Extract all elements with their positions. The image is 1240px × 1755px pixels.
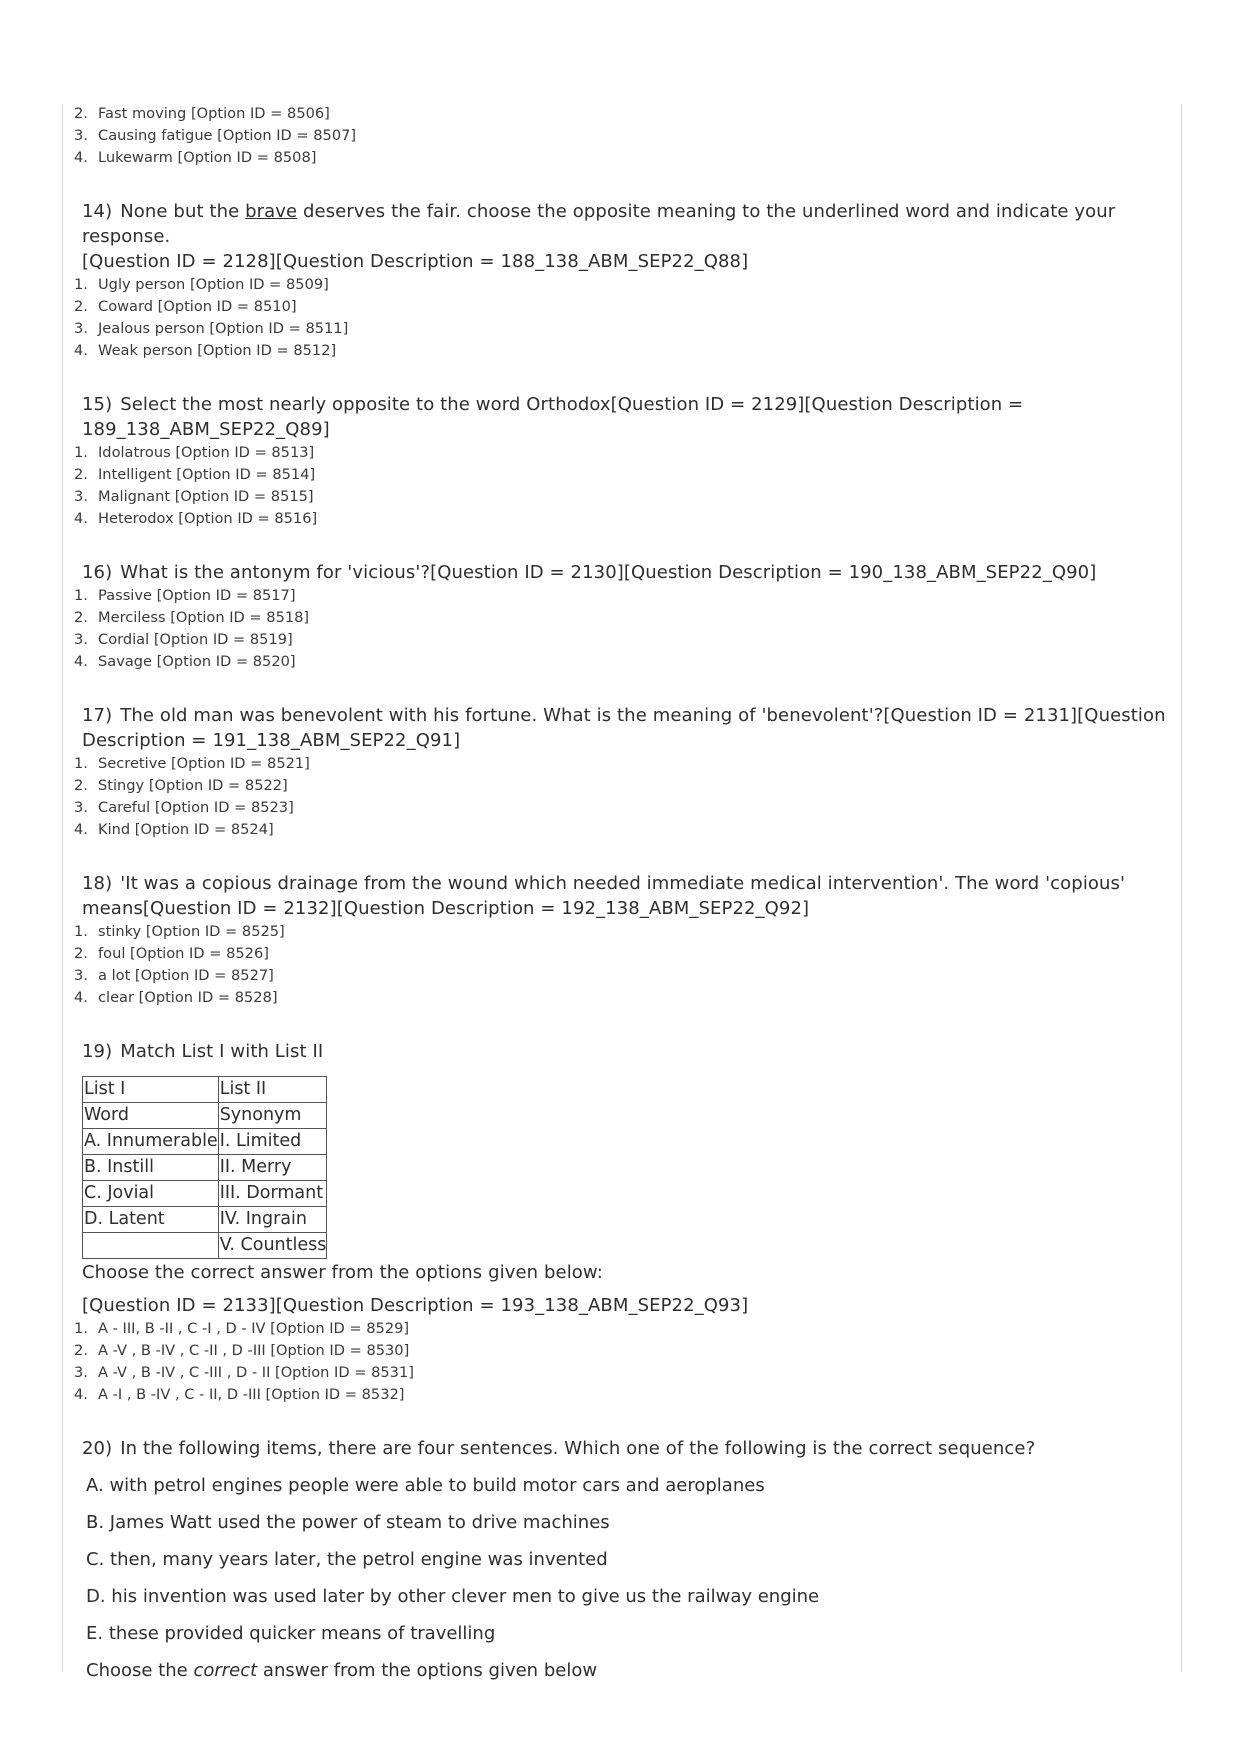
question-17-options [74,753,1174,841]
question-16: 16) What is the antonym for 'vicious'?[Question ID = 2130][Question Description = 190_138_ABM_SEP22_Q90] [82,562,1097,583]
exam-content [74,103,1174,1683]
option-item: 4. Heterodox [Option ID = 8516] [74,510,318,527]
option-item: 2. Intelligent [Option ID = 8514] [74,466,316,483]
option-item: 3. A -V , B -IV , C -III , D - II [Option ID = 8531] [74,1364,414,1381]
option-item: 1. stinky [Option ID = 8525] [74,923,285,940]
underlined-word: brave [245,201,298,222]
option-item: 2. A -V , B -IV , C -II , D -III [Option ID = 8530] [74,1342,410,1359]
question-18: 18) 'It was a copious drainage from the wound which needed immediate medical intervention'. The word 'copious' means[Question ID = 2132][Question Description = 192_138_ABM_SEP22_Q92] [82,873,1126,919]
question-14-options [74,274,1174,362]
option-item: 2. foul [Option ID = 8526] [74,945,269,962]
table-row: A. Innumerable I. Limited [83,1129,327,1155]
option-item: 4. A -I , B -IV , C - II, D -III [Option ID = 8532] [74,1386,405,1403]
statement-e: E. these provided quicker means of travelling [86,1623,496,1644]
question-15-options [74,442,1174,530]
question-14: 14) None but the brave deserves the fair. choose the opposite meaning to the underlined word and indicate your response. [Question ID = 2128][Question Description = 188_138_ABM_SEP22_Q88] [82,201,1116,272]
option-item: 2. Stingy [Option ID = 8522] [74,777,288,794]
table-row: D. Latent IV. Ingrain [83,1207,327,1233]
option-item: 1. Secretive [Option ID = 8521] [74,755,310,772]
table-row: V. Countless [83,1233,327,1259]
option-item: 1. Passive [Option ID = 8517] [74,587,296,604]
question-15: 15) Select the most nearly opposite to the word Orthodox[Question ID = 2129][Question Description = 189_138_ABM_SEP22_Q89] [82,394,1024,440]
question-20-instruction: Choose the correct answer from the options given below [86,1660,598,1681]
option-item: 2. Fast moving [Option ID = 8506] [74,105,330,122]
option-item: 3. Jealous person [Option ID = 8511] [74,320,349,337]
lead-option-list [74,103,1174,169]
option-item: 2. Coward [Option ID = 8510] [74,298,297,315]
option-item: 3. a lot [Option ID = 8527] [74,967,274,984]
option-item: 2. Merciless [Option ID = 8518] [74,609,310,626]
statement-d: D. his invention was used later by other clever men to give us the railway engine [86,1586,820,1607]
option-item: 3. Cordial [Option ID = 8519] [74,631,293,648]
table-row: B. Instill II. Merry [83,1155,327,1181]
question-19-options [74,1318,1174,1406]
question-19-meta: [Question ID = 2133][Question Description = 193_138_ABM_SEP22_Q93] [82,1295,749,1316]
statement-a: A. with petrol engines people were able to build motor cars and aeroplanes [86,1475,765,1496]
option-item: 4. Weak person [Option ID = 8512] [74,342,337,359]
option-item: 3. Careful [Option ID = 8523] [74,799,294,816]
question-17: 17) The old man was benevolent with his fortune. What is the meaning of 'benevolent'?[Question ID = 2131][Question Description = 191_138_ABM_SEP22_Q91] [82,705,1166,751]
table-row: C. Jovial III. Dormant [83,1181,327,1207]
table-row: Word Synonym [83,1103,327,1129]
option-item: 3. Causing fatigue [Option ID = 8507] [74,127,357,144]
option-item: 4. clear [Option ID = 8528] [74,989,278,1006]
question-20: 20) In the following items, there are four sentences. Which one of the following is the correct sequence? [82,1438,1036,1459]
option-item: 4. Savage [Option ID = 8520] [74,653,296,670]
question-19: 19) Match List I with List II [82,1041,324,1062]
question-19-instruction: Choose the correct answer from the options given below: [82,1262,603,1283]
match-table [82,1076,327,1259]
statement-c: C. then, many years later, the petrol engine was invented [86,1549,608,1570]
option-item: 3. Malignant [Option ID = 8515] [74,488,314,505]
question-16-options [74,585,1174,673]
option-item: 1. Idolatrous [Option ID = 8513] [74,444,315,461]
option-item: 1. A - III, B -II , C -I , D - IV [Option ID = 8529] [74,1320,410,1337]
table-row: List I List II [83,1077,327,1103]
question-18-options [74,921,1174,1009]
option-item: 1. Ugly person [Option ID = 8509] [74,276,329,293]
statement-b: B. James Watt used the power of steam to drive machines [86,1512,610,1533]
option-item: 4. Kind [Option ID = 8524] [74,821,274,838]
option-item: 4. Lukewarm [Option ID = 8508] [74,149,317,166]
